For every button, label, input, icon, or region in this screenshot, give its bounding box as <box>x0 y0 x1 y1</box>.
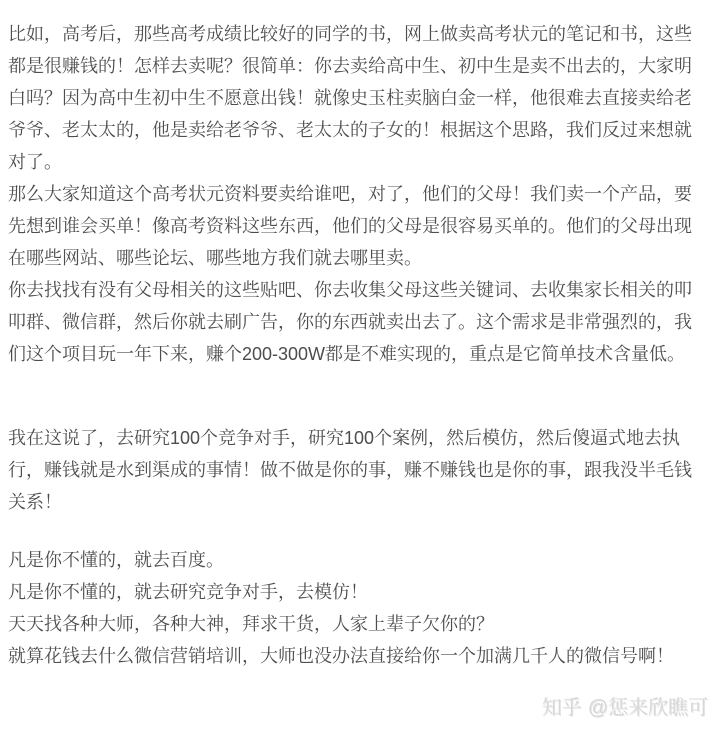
zhihu-watermark-brand: 知乎 <box>541 697 582 719</box>
article-paragraph-2: 那么大家知道这个高考状元资料要卖给谁吧，对了，他们的父母！我们卖一个产品，要先想到谁会买单！像高考资料这些东西，他们的父母是很容易买单的。他们的父母出现在哪些网站、哪些论坛、哪些地方我们就去哪里卖。 <box>8 184 692 268</box>
article-paragraph-6: 凡是你不懂的，就去研究竞争对手，去模仿！ <box>8 582 368 602</box>
article-paragraph-3: 你去找找有没有父母相关的这些贴吧、你去收集父母这些关键词、去收集家长相关的叩叩群、微信群，然后你就去刷广告，你的东西就卖出去了。这个需求是非常强烈的，我们这个项目玩一年下来，赚个200-300W都是不难实现的，重点是它简单技术含量低。 <box>8 280 692 364</box>
zhihu-watermark <box>542 696 708 720</box>
article-paragraph-8: 就算花钱去什么微信营销培训，大师也没办法直接给你一个加满几千人的微信号啊！ <box>8 646 674 666</box>
article-paragraph-7: 天天找各种大师，各种大神，拜求干货，人家上辈子欠你的？ <box>8 614 494 634</box>
zhihu-watermark-handle: @惩来欣瞧可 <box>587 697 708 719</box>
article-paragraph-1: 比如，高考后，那些高考成绩比较好的同学的书，网上做卖高考状元的笔记和书，这些都是很赚钱的！怎样去卖呢？很简单：你去卖给高中生、初中生是卖不出去的，大家明白吗？因为高中生初中生不愿意出钱！就像史玉柱卖脑白金一样，他很难去直接卖给老爷爷、老太太的，他是卖给老爷爷、老太太的子女的！根据这个思路，我们反过来想就对了。 <box>8 24 692 172</box>
article-paragraph-5: 凡是你不懂的，就去百度。 <box>8 550 224 570</box>
article-paragraph-4: 我在这说了，去研究100个竞争对手，研究100个案例，然后模仿，然后傻逼式地去执行，赚钱就是水到渠成的事情！做不做是你的事，赚不赚钱也是你的事，跟我没半毛钱关系！ <box>8 428 692 512</box>
